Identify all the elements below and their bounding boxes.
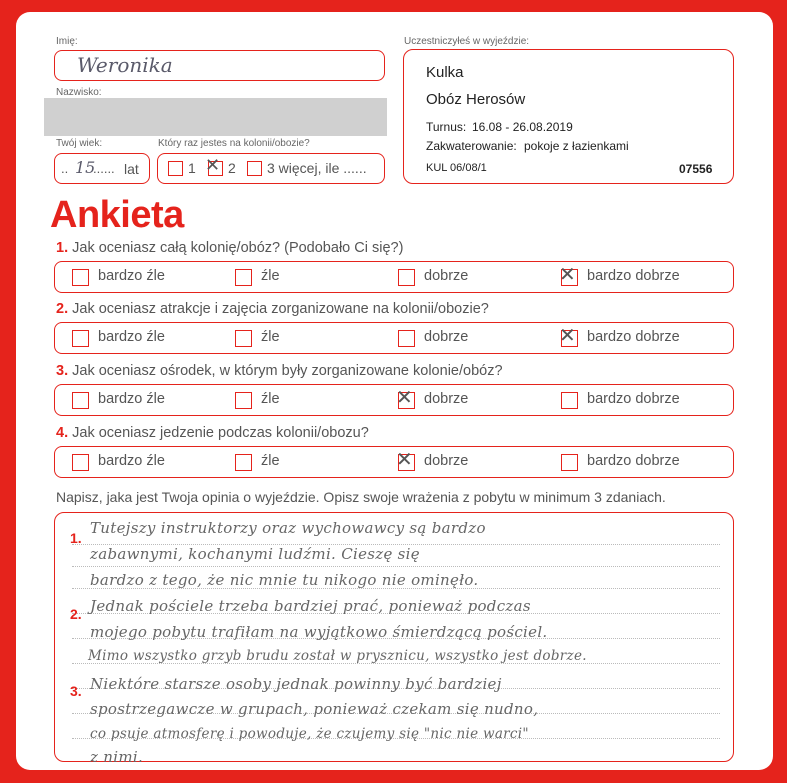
times-checkbox-1[interactable] (168, 161, 183, 176)
times-option-3: 3 więcej, ile ...... (267, 160, 367, 176)
q2-checkbox-1[interactable] (72, 330, 89, 347)
question-2 (56, 301, 489, 317)
trip-code: KUL 06/08/1 (426, 162, 487, 174)
question-number: 4. (56, 425, 69, 441)
opinion-line-9: co psuje atmosferę i powoduje, że czujemy się "nic nie warci" (90, 726, 529, 742)
opinion-line-6: Mimo wszystko grzyb brudu został w prysznicu, wszystko jest dobrze. (88, 648, 587, 664)
question-1 (56, 240, 403, 256)
times-label: Który raz jestes na kolonii/obozie? (158, 138, 310, 149)
times-option-2: 2 (228, 160, 236, 176)
turnus-label: Turnus: (426, 120, 467, 134)
opinion-line-4: Jednak pościele trzeba bardziej prać, ponieważ podczas (90, 597, 531, 615)
times-checkbox-3[interactable] (247, 161, 262, 176)
q4-checkbox-2[interactable] (235, 454, 252, 471)
name-value: Weronika (77, 53, 173, 77)
q4-checkbox-4[interactable] (561, 454, 578, 471)
times-checkbox-2[interactable] (205, 155, 223, 176)
q3-option-label: bardzo źle (98, 391, 165, 407)
question-3 (56, 363, 503, 379)
surname-redacted (44, 98, 387, 136)
q3-checkbox-4[interactable] (561, 392, 578, 409)
opinion-line-1: Tutejszy instruktorzy oraz wychowawcy są bardzo (90, 519, 486, 537)
opinion-prompt: Napisz, jaka jest Twoja opinia o wyjeździe. Opisz swoje wrażenia z pobytu w minimum 3 zdaniach. (56, 489, 666, 505)
q2-option-label: bardzo źle (98, 329, 165, 345)
times-option-1: 1 (188, 160, 196, 176)
age-unit: lat (124, 161, 139, 177)
opinion-number-2: 2. (70, 606, 82, 622)
survey-title: Ankieta (50, 194, 184, 236)
q3-checkbox-2[interactable] (235, 392, 252, 409)
check-mark-icon: ✕ (559, 264, 576, 286)
q2-checkbox-3[interactable] (398, 330, 415, 347)
q3-option-label: źle (261, 391, 280, 407)
check-mark-icon: ✕ (205, 155, 221, 175)
q4-option-label: bardzo źle (98, 453, 165, 469)
question-text: Jak oceniasz całą kolonię/obóz? (Podobało Ci się?) (72, 240, 404, 256)
opinion-line-10: z nimi. (90, 748, 144, 766)
question-4 (56, 425, 369, 441)
question-number: 2. (56, 301, 69, 317)
name-field[interactable] (54, 50, 385, 81)
q2-option-label: dobrze (424, 329, 469, 345)
opinion-number-1: 1. (70, 530, 82, 546)
q1-option-label: bardzo źle (98, 268, 165, 284)
lodging-label: Zakwaterowanie: (426, 139, 517, 153)
opinion-line-2: zabawnymi, kochanymi ludźmi. Cieszę się (90, 545, 420, 563)
q4-option-label: źle (261, 453, 280, 469)
times-field (157, 153, 385, 184)
question-number: 3. (56, 363, 69, 379)
trip-box (403, 49, 734, 184)
q1-checkbox-1[interactable] (72, 269, 89, 286)
opinion-number-3: 3. (70, 683, 82, 699)
q2-option-label: bardzo dobrze (587, 329, 680, 345)
opinion-line-8: spostrzegawcze w grupach, ponieważ czekam się nudno, (90, 700, 539, 718)
question-text: Jak oceniasz ośrodek, w którym były zorganizowane kolonie/obóz? (72, 363, 503, 379)
q4-option-label: dobrze (424, 453, 469, 469)
trip-number: 07556 (679, 162, 713, 176)
q2-checkbox-4[interactable] (559, 325, 578, 347)
question-text: Jak oceniasz atrakcje i zajęcia zorganizowane na kolonii/obozie? (72, 301, 489, 317)
age-field[interactable]: .. 15 ...... lat (54, 153, 150, 184)
q1-checkbox-3[interactable] (398, 269, 415, 286)
q2-checkbox-2[interactable] (235, 330, 252, 347)
question-text: Jak oceniasz jedzenie podczas kolonii/obozu? (72, 425, 369, 441)
age-label: Twój wiek: (56, 138, 103, 149)
opinion-line-7: Niektóre starsze osoby jednak powinny być bardziej (90, 675, 502, 693)
q3-checkbox-1[interactable] (72, 392, 89, 409)
q4-option-label: bardzo dobrze (587, 453, 680, 469)
turnus-value: 16.08 - 26.08.2019 (472, 120, 573, 134)
q4-checkbox-3[interactable] (396, 449, 415, 471)
q1-option-label: dobrze (424, 268, 469, 284)
trip-line1: Kulka (426, 64, 464, 81)
age-value: 15 (75, 158, 96, 177)
name-label: Imię: (56, 36, 78, 47)
q1-option-label: bardzo dobrze (587, 268, 680, 284)
ruled-line (72, 566, 720, 567)
q2-option-label: źle (261, 329, 280, 345)
surname-label: Nazwisko: (56, 87, 102, 98)
trip-label: Uczestniczyłeś w wyjeździe: (404, 36, 530, 47)
check-mark-icon: ✕ (396, 449, 413, 471)
q3-option-label: dobrze (424, 391, 469, 407)
trip-line2: Obóz Herosów (426, 91, 526, 108)
q1-checkbox-2[interactable] (235, 269, 252, 286)
opinion-line-5: mojego pobytu trafiłam na wyjątkowo śmierdzącą pościel. (90, 623, 548, 641)
q1-option-label: źle (261, 268, 280, 284)
question-number: 1. (56, 240, 69, 256)
q1-checkbox-4[interactable] (559, 264, 578, 286)
lodging-value: pokoje z łazienkami (524, 139, 629, 153)
opinion-line-3: bardzo z tego, że nic mnie tu nikogo nie ominęło. (90, 571, 479, 589)
check-mark-icon: ✕ (559, 325, 576, 347)
q3-option-label: bardzo dobrze (587, 391, 680, 407)
check-mark-icon: ✕ (396, 387, 413, 409)
q3-checkbox-3[interactable] (396, 387, 415, 409)
q4-checkbox-1[interactable] (72, 454, 89, 471)
